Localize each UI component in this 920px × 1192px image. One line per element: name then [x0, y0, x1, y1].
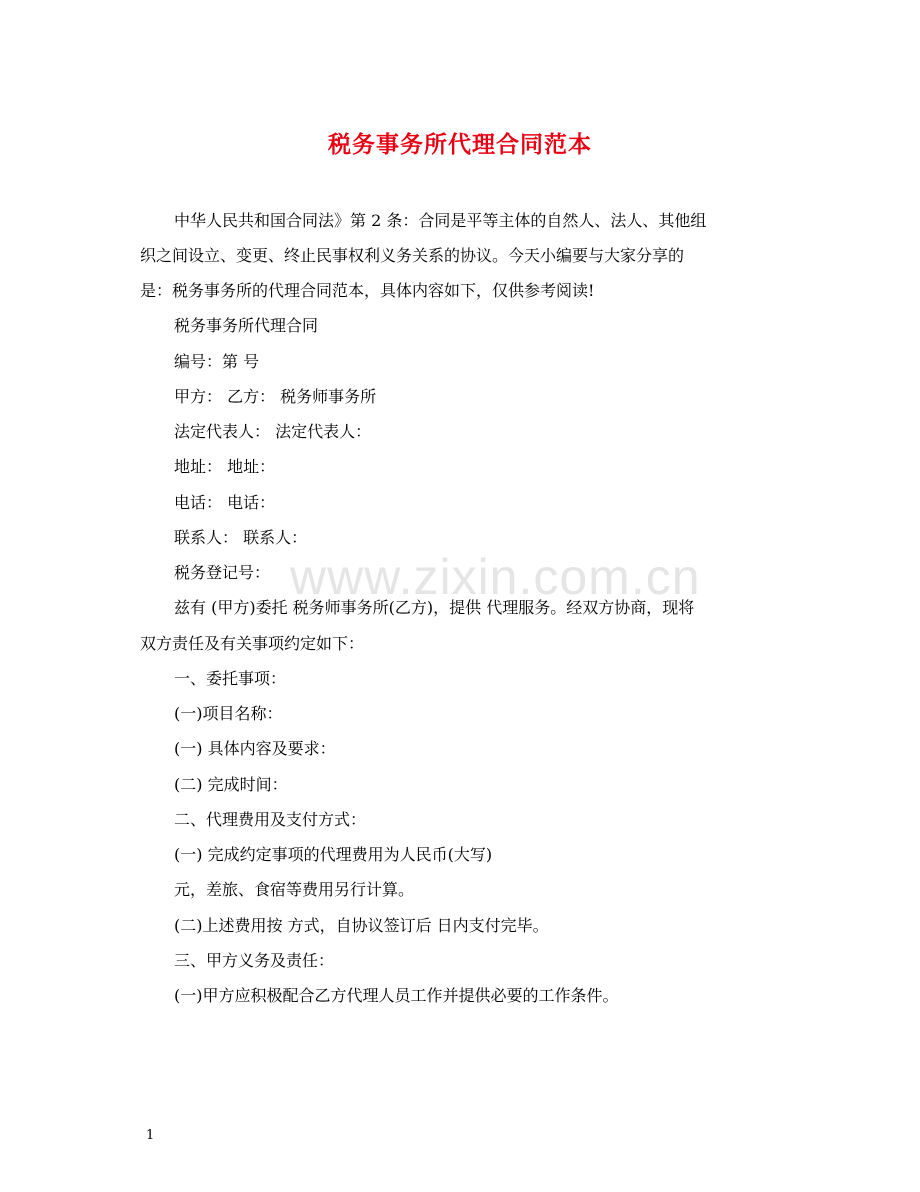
- section-heading: 一、委托事项：: [174, 669, 287, 688]
- phone-line: 电话： 电话：: [174, 493, 276, 512]
- section-heading: 二、代理费用及支付方式：: [174, 810, 367, 829]
- paragraph-line: 兹有 (甲方)委托 税务师事务所(乙方)，提供 代理服务。经双方协商，现将: [174, 598, 695, 617]
- contact-line: 联系人： 联系人：: [174, 528, 308, 547]
- section-heading: 三、甲方义务及责任：: [174, 951, 335, 970]
- document-title: 税务事务所代理合同范本: [328, 131, 592, 158]
- list-item: (一)项目名称：: [174, 704, 283, 723]
- list-item: (一) 具体内容及要求：: [174, 739, 336, 758]
- parties-line: 甲方： 乙方： 税务师事务所: [174, 387, 377, 406]
- address-line: 地址： 地址：: [174, 457, 276, 476]
- legal-representative-line: 法定代表人： 法定代表人：: [174, 422, 372, 441]
- list-item: (二)上述费用按 方式，自协议签订后 日内支付完毕。: [174, 916, 549, 935]
- page-number: 1: [146, 1128, 155, 1143]
- list-item: 元，差旅、食宿等费用另行计算。: [174, 880, 415, 899]
- list-item: (一)甲方应积极配合乙方代理人员工作并提供必要的工作条件。: [174, 986, 619, 1005]
- paragraph-line: 双方责任及有关事项约定如下：: [140, 634, 365, 653]
- paragraph-line: 中华人民共和国合同法》第 2 条：合同是平等主体的自然人、法人、其他组: [174, 211, 707, 230]
- watermark: www.zixin.com.cn: [290, 549, 701, 605]
- paragraph-line: 织之间设立、变更、终止民事权利义务关系的协议。今天小编要与大家分享的: [140, 246, 685, 265]
- list-item: (二) 完成时间：: [174, 775, 288, 794]
- paragraph-line: 是：税务事务所的代理合同范本，具体内容如下，仅供参考阅读!: [140, 281, 595, 300]
- contract-number: 编号：第 号: [174, 352, 260, 371]
- tax-registration-line: 税务登记号：: [174, 563, 271, 582]
- list-item: (一) 完成约定事项的代理费用为人民币(大写): [174, 845, 493, 864]
- contract-heading: 税务事务所代理合同: [174, 316, 319, 335]
